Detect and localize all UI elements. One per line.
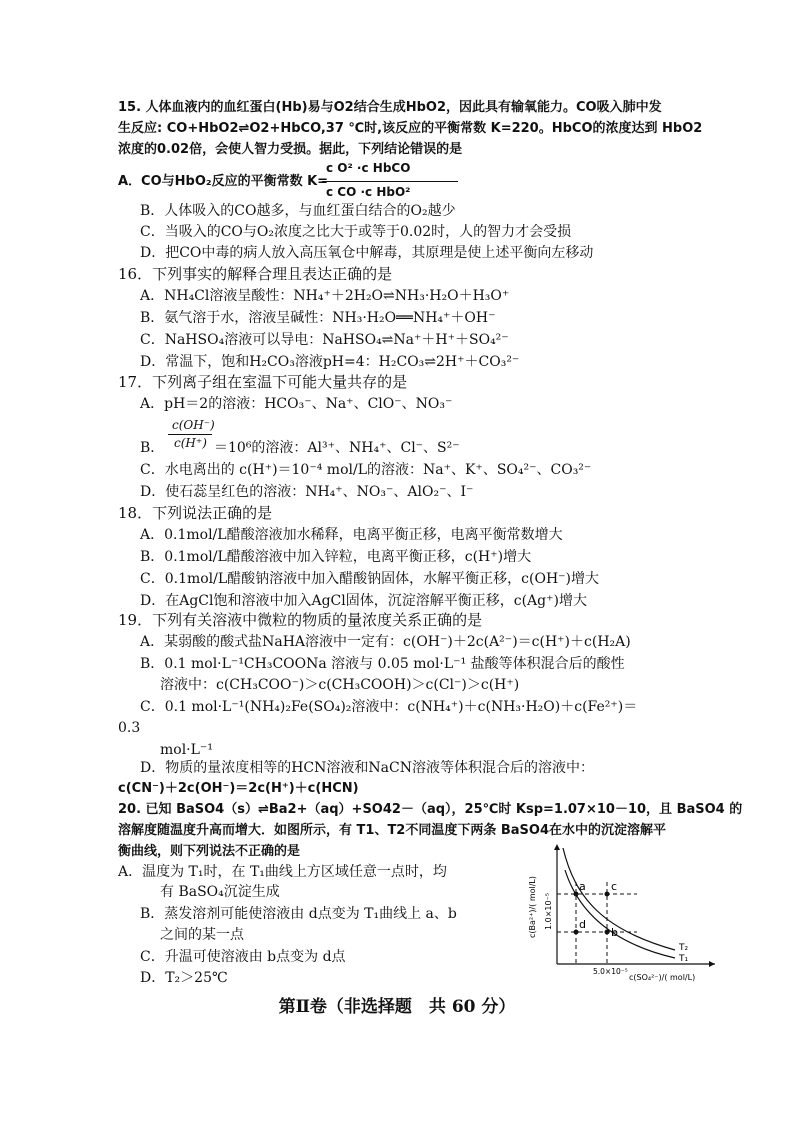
point-b-dot [605,930,610,935]
q17-option-a: A．pH＝2的溶液：HCO₃⁻、Na⁺、ClO⁻、NO₃⁻ [140,396,453,412]
q15-fraction-bar [322,181,458,182]
q15-option-b: B．人体吸入的CO越多，与血红蛋白结合的O₂越少 [140,203,456,219]
q16-option-c: C．NaHSO₄溶液可以导电：NaHSO₄⇌Na⁺＋H⁺＋SO₄²⁻ [140,332,509,348]
q19-option-a: A．某弱酸的酸式盐NaHA溶液中一定有：c(OH⁻)＋2c(A²⁻)＝c(H⁺)＋c(H₂A) [140,634,631,650]
point-d-label: d [579,918,586,931]
y-axis-arrow [554,844,560,850]
x-axis-tick: 5.0×10⁻⁵ [593,967,628,976]
q19-option-c-line2: 0.3 [118,720,141,736]
point-a-dot [574,892,579,897]
q17-option-d: D．使石蕊呈红色的溶液：NH₄⁺、NO₃⁻、AlO₂⁻、I⁻ [140,484,474,500]
q16-option-b: B．氨气溶于水，溶液呈碱性：NH₃·H₂O══NH₄⁺＋OH⁻ [140,310,496,326]
q16-option-d: D．常温下，饱和H₂CO₃溶液pH=4：H₂CO₃⇌2H⁺＋CO₃²⁻ [140,354,520,370]
q16-option-a: A．NH₄Cl溶液呈酸性：NH₄⁺＋2H₂O⇌NH₃·H₂O＋H₃O⁺ [140,288,510,304]
point-c-dot [605,892,610,897]
q18-stem: 18．下列说法正确的是 [118,504,273,522]
q20-stem-line3: 衡曲线，则下列说法不正确的是 [118,844,301,859]
q17-option-c: C．水电离出的 c(H⁺)＝10⁻⁴ mol/L的溶液：Na⁺、K⁺、SO₄²⁻、CO₃²⁻ [140,462,592,478]
q19-option-b-line2: 溶液中：c(CH₃COO⁻)＞c(CH₃COOH)＞c(Cl⁻)＞c(H⁺) [160,677,520,693]
q18-option-c: C．0.1mol/L醋酸钠溶液中加入醋酸钠固体，水解平衡正移，c(OH⁻)增大 [140,571,600,587]
q20-option-a-line1: A．温度为 T₁时，在 T₁曲线上方区域任意一点时，均 [118,864,447,880]
q20-option-b-line2: 之间的某一点 [160,927,244,943]
q18-option-b: B．0.1mol/L醋酸溶液中加入锌粒，电离平衡正移，c(H⁺)增大 [140,549,532,565]
solubility-curve-figure [519,842,719,982]
q20-stem-line2: 溶解度随温度升高而增大．如图所示，有 T1、T2不同温度下两条 BaSO4在水中的沉淀溶解平 [118,823,667,838]
q17-option-b-denominator: c(H⁺) [174,436,207,450]
q19-stem: 19．下列有关溶液中微粒的物质的量浓度关系正确的是 [118,611,483,629]
q15-option-a-denominator: c CO ·c HbO² [326,185,411,199]
curve-t2-label: T₂ [679,943,689,953]
curve-t1-label: T₁ [679,954,689,964]
q17-option-b-label: B． [140,440,165,456]
q17-option-b-rest: ＝10⁶的溶液：Al³⁺、NH₄⁺、Cl⁻、S²⁻ [214,440,460,456]
q16-stem: 16．下列事实的解释合理且表达正确的是 [118,265,393,283]
point-d-dot [574,930,579,935]
q20-option-c: C．升温可使溶液由 b点变为 d点 [140,949,346,965]
q17-stem: 17．下列离子组在室温下可能大量共存的是 [118,373,408,391]
curve-t2 [563,848,675,950]
q19-option-b-line1: B．0.1 mol·L⁻¹CH₃COONa 溶液与 0.05 mol·L⁻¹ 盐酸等体积混合后的酸性 [140,656,625,672]
point-c-label: c [611,880,618,893]
q19-option-d-line1: D．物质的量浓度相等的HCN溶液和NaCN溶液等体积混合后的溶液中： [140,760,594,776]
q15-option-a-numerator: c O² ·c HbCO [326,161,411,175]
q17-option-b-numerator: c(OH⁻) [172,418,215,432]
x-axis-label: c(SO₄²⁻)/( mol/L) [629,973,696,982]
q19-option-c-line3: mol·L⁻¹ [160,742,213,758]
q18-option-a: A．0.1mol/L醋酸溶液加水稀释，电离平衡正移，电离平衡常数增大 [140,527,563,543]
section-ii-title: 第Ⅱ卷（非选择题 共 60 分） [278,997,516,1017]
y-axis-tick: 1.0×10⁻⁵ [544,892,553,930]
q15-stem-line2: 生反应: CO+HbO2⇌O2+HbCO,37 ℃时,该反应的平衡常数 K=220。HbCO的浓度达到 HbO2 [118,121,703,136]
q18-option-d: D．在AgCl饱和溶液中加入AgCl固体，沉淀溶解平衡正移，c(Ag⁺)增大 [140,593,587,609]
q20-option-a-line2: 有 BaSO₄沉淀生成 [160,884,280,900]
q15-stem-line3: 浓度的0.02倍，会使人智力受损。据此，下列结论错误的是 [118,142,463,157]
q15-option-c: C．当吸入的CO与O₂浓度之比大于或等于0.02时，人的智力才会受损 [140,224,572,240]
y-axis-label: c(Ba²⁺)/( mol/L) [528,875,537,938]
point-b-label: b [611,926,618,939]
q20-option-d: D．T₂＞25℃ [140,970,228,986]
q19-option-c-line1: C．0.1 mol·L⁻¹(NH₄)₂Fe(SO₄)₂溶液中：c(NH₄⁺)＋c(NH₃·H₂O)＋c(Fe²⁺)＝ [140,699,638,715]
q17-fraction-bar [168,434,212,435]
q19-option-d-line2: c(CN⁻)＋2c(OH⁻)＝2c(H⁺)＋c(HCN) [118,781,359,796]
q20-option-b-line1: B．蒸发溶剂可能使溶液由 d点变为 T₁曲线上 a、b [140,906,457,922]
q15-option-d: D．把CO中毒的病人放入高压氧仓中解毒，其原理是使上述平衡向左移动 [140,245,594,261]
q15-option-a-prefix: A．CO与HbO₂反应的平衡常数 K= [118,174,329,189]
q15-stem-line1: 15. 人体血液内的血红蛋白(Hb)易与O2结合生成HbO2，因此具有输氧能力。CO吸入肺中发 [118,100,662,115]
point-a-label: a [579,880,586,893]
q20-stem-line1: 20. 已知 BaSO4（s）⇌Ba2+（aq）+SO42－（aq），25℃时 Ksp=1.07×10－10，且 BaSO4 的 [118,802,743,817]
x-axis-arrow [709,961,715,967]
